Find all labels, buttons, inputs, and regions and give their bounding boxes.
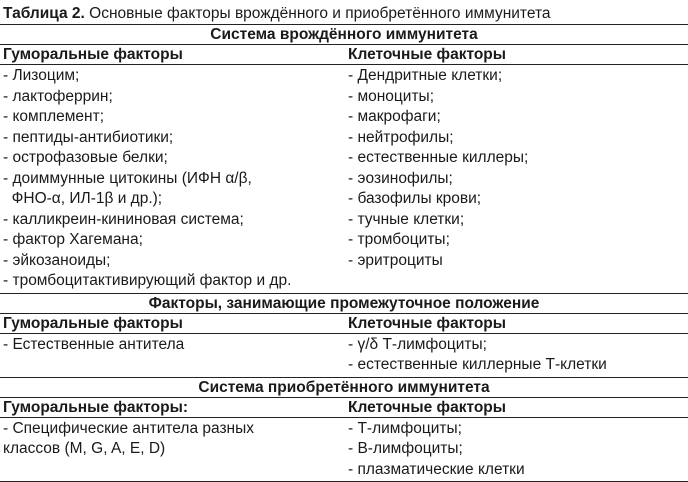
section-title-row [0,25,688,45]
list-item: - Естественные антитела [3,335,185,353]
column-header-row [0,397,688,417]
section-title: Факторы, занимающие промежуточное положение [0,293,688,313]
list-item: - естественные киллерные Т-клетки [348,356,607,373]
humoral-list-cell [0,65,345,294]
humoral-header: Гуморальные факторы [0,313,345,333]
list-item: - Т-лимфоциты; [348,419,462,437]
list-item: - тучные клетки; [348,210,465,228]
immunity-factors-table [0,24,688,482]
cellular-header: Клеточные факторы [345,45,688,65]
cellular-factors-list [348,335,688,376]
list-item: - фактор Хагемана; [3,231,143,248]
section-title: Система врождённого иммунитета [0,25,688,45]
cellular-list-cell [345,417,688,482]
list-item: - тромбоциты; [348,231,450,248]
section-title-row [0,377,688,397]
list-item: - Дендритные клетки; [348,67,503,84]
list-item: - пептиды-антибиотики; [3,128,174,146]
list-item: - лактоферрин; [3,87,113,105]
caption-label: Таблица 2. [3,5,85,22]
column-header-row [0,45,688,65]
list-item: - острофазовые белки; [3,149,168,166]
section-title: Система приобретённого иммунитета [0,377,688,397]
column-header-row [0,313,688,333]
cellular-header: Клеточные факторы [345,397,688,417]
cellular-factors-list [348,419,688,481]
humoral-header: Гуморальные факторы: [0,397,345,417]
list-item: классов (M, G, A, E, D) [3,440,166,457]
list-item: - калликреин-кининовая система; [3,210,244,228]
list-item: - γ/δ Т-лимфоциты; [348,335,487,353]
cellular-list-cell [345,65,688,294]
list-item: - базофилы крови; [348,190,482,207]
list-item: - тромбоцитактивирующий фактор и др. [3,272,292,289]
section-body-row [0,65,688,294]
list-item: - моноциты; [348,87,435,105]
list-item: - эозинофилы; [348,169,453,187]
table-caption [0,4,688,24]
humoral-factors-list [3,419,345,460]
list-item: - естественные киллеры; [348,149,529,166]
list-item: - Специфические антитела разных [3,419,254,437]
list-item: - Лизоцим; [3,67,80,84]
humoral-list-cell [0,333,345,377]
section-body-row [0,333,688,377]
humoral-list-cell [0,417,345,482]
list-item: - В-лимфоциты; [348,440,463,457]
cellular-factors-list [348,66,688,271]
list-item: - комплемент; [3,108,104,125]
humoral-factors-list [3,335,345,356]
list-item: ФНО-α, ИЛ-1β и др.); [3,190,163,207]
list-item: - макрофаги; [348,108,441,125]
humoral-factors-list [3,66,345,292]
humoral-header: Гуморальные факторы [0,45,345,65]
section-body-row [0,417,688,482]
list-item: - эритроциты [348,251,443,269]
list-item: - нейтрофилы; [348,128,454,146]
list-item: - эйкозаноиды; [3,251,111,269]
section-title-row [0,293,688,313]
cellular-list-cell [345,333,688,377]
list-item: - доиммунные цитокины (ИФН α/β, [3,169,252,187]
cellular-header: Клеточные факторы [345,313,688,333]
caption-text: Основные факторы врождённого и приобретённого иммунитета [84,5,551,22]
list-item: - плазматические клетки [348,460,525,478]
